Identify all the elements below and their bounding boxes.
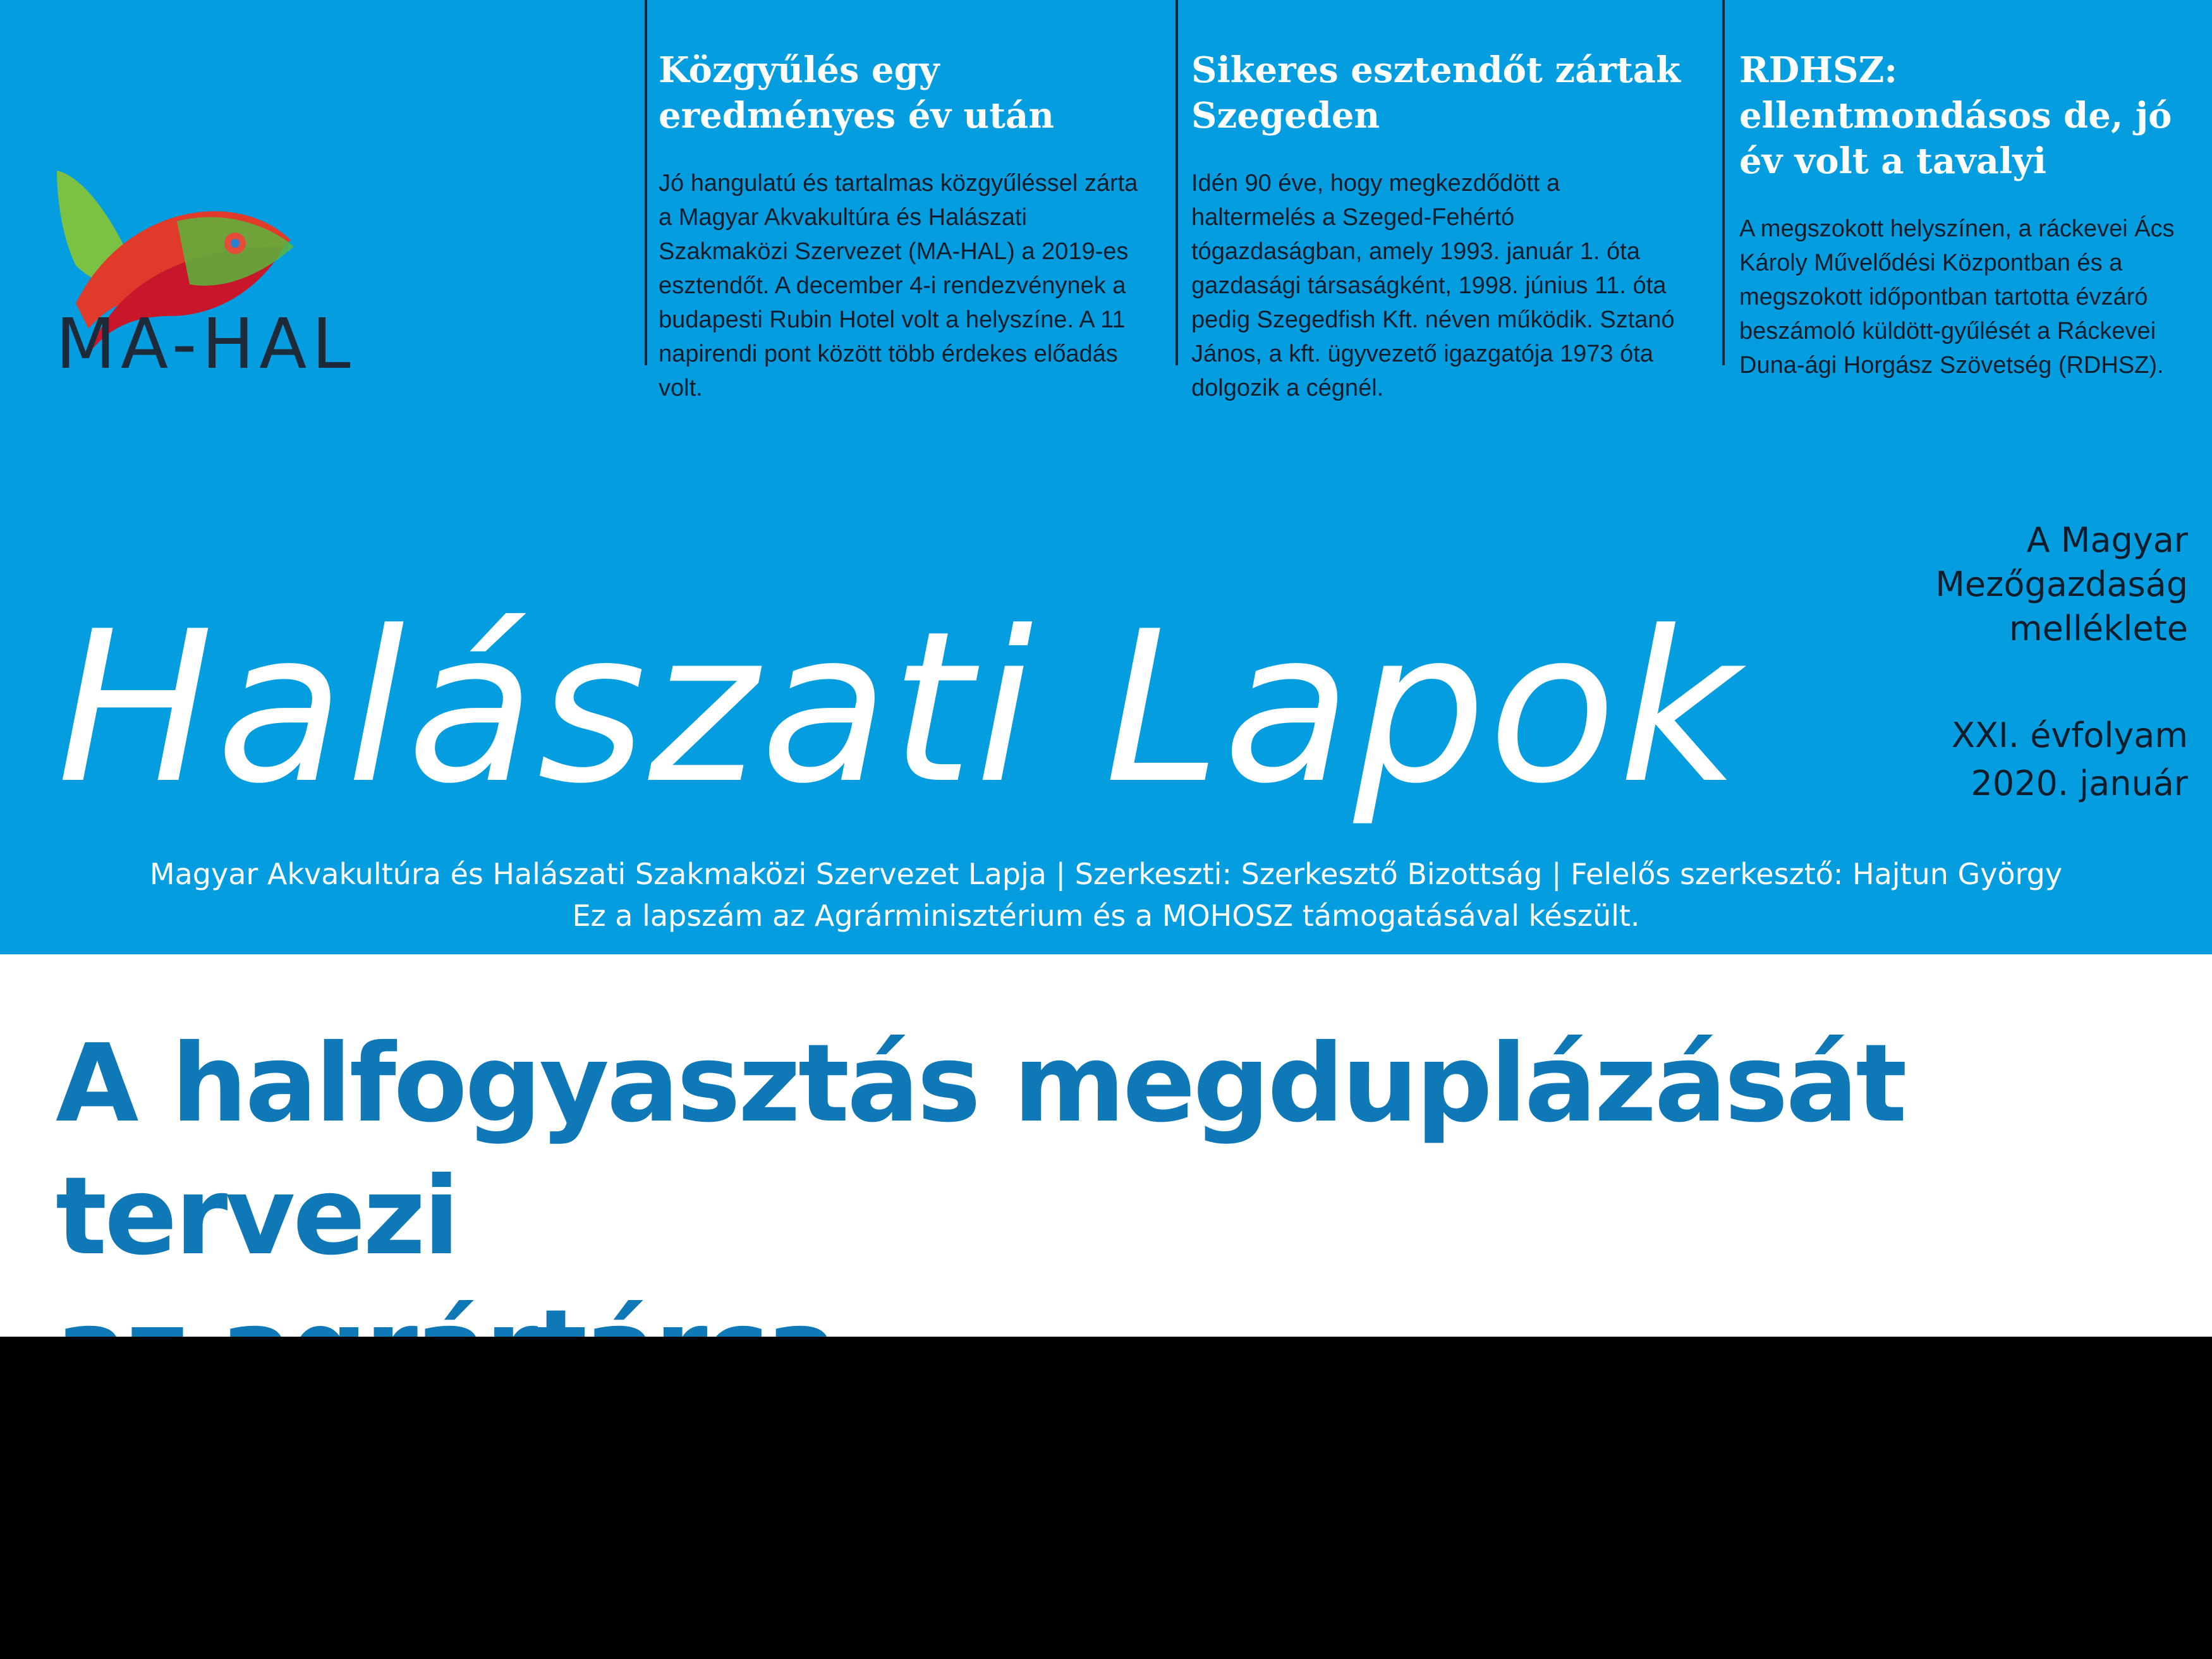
editorial-credits [0,853,2212,937]
editorial-line-1: Magyar Akvakultúra és Halászati Szakmaközi Szervezet Lapja | Szerkeszti: Szerkesztő Bizottság | Felelős szerkesztő: Hajtun György [149,857,2063,891]
column-divider [645,0,647,365]
supplement-note: A Magyar Mezőgazdaság melléklete [1935,520,2188,648]
teaser-column-1 [659,47,1152,405]
editorial-line-2: Ez a lapszám az Agrárminisztérium és a MOHOSZ támogatásával készült. [572,899,1640,933]
teaser-title[interactable]: Sikeres esztendőt zártak Szegeden [1191,49,1680,137]
cropped-area [0,1337,2212,1659]
masthead-title: Halászati Lapok [57,586,1742,829]
headline-line-1: A halfogyasztás megduplázását tervezi [56,1021,1905,1279]
issue-info [1952,712,2188,808]
column-divider [1176,0,1178,365]
teaser-title[interactable]: RDHSZ: ellentmondásos de, jó év volt a tavalyi [1739,49,2172,182]
teaser-title[interactable]: Közgyűlés egy eredményes év után [659,49,1054,137]
teaser-column-2 [1191,47,1684,405]
logo-text: MA-HAL [56,303,356,384]
article-area [0,954,2212,1337]
issue-date: 2020. január [1971,763,2188,803]
teaser-body: Idén 90 éve, hogy megkezdődött a haltermelés a Szeged-Fehértó tógazdaságban, amely 1993. január 1. óta gazdasági társaságként, 1998. június 11. óta pedig Szegedfish Kft. néven működik. Sztanó János, a kft. ügyvezető igazgatója 1973 óta dolgozik a cégnél. [1191,170,1675,401]
volume-label: XXI. évfolyam [1951,715,2188,755]
column-divider [1722,0,1725,365]
teaser-body: A megszokott helyszínen, a ráckevei Ács Károly Művelődési Központban és a megszokott időpontban tartotta évzáró beszámoló küldött-gyűlését a Ráckevei Duna-ági Horgász Szövetség (RDHSZ). [1739,216,2175,379]
teaser-column-3 [1739,47,2182,382]
teaser-body: Jó hangulatú és tartalmas közgyűléssel zárta a Magyar Akvakultúra és Halászati Szakmaközi Szervezet (MA-HAL) a 2019-es esztendőt. A december 4-i rendezvénynek a budapesti Rubin Hotel volt a helyszíne. A 11 napirendi pont között több érdekes előadás volt. [659,170,1138,401]
